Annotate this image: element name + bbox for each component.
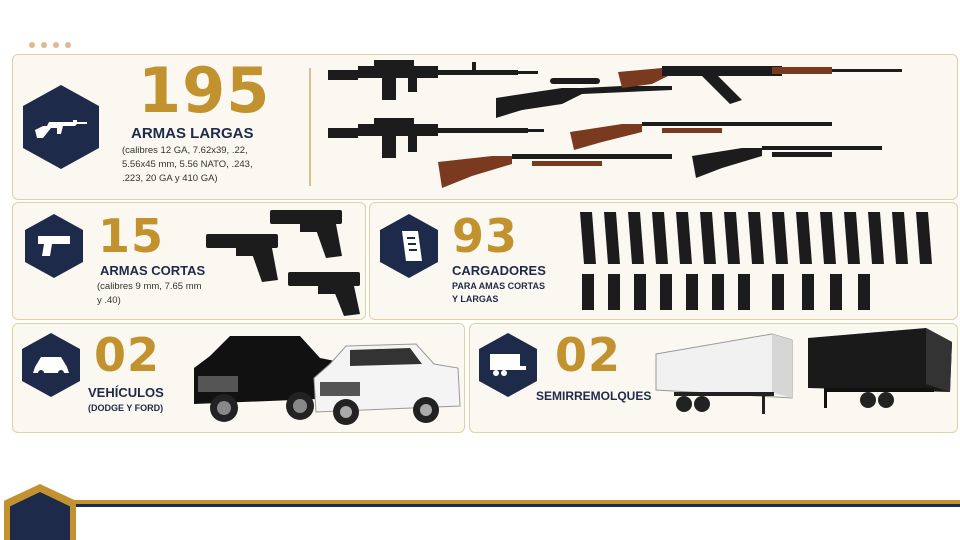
vehicles-title: VEHÍCULOS — [88, 385, 164, 400]
vehicles-detail: (DODGE Y FORD) — [88, 403, 164, 413]
vehicles-image — [190, 328, 462, 428]
vehicles-count: 02 — [94, 328, 161, 382]
long-guns-count: 195 — [138, 54, 271, 127]
handguns-image — [204, 206, 364, 318]
magazines-detail: PARA AMAS CORTAS Y LARGAS — [452, 281, 545, 304]
decorative-dots — [28, 40, 88, 50]
magazines-title: CARGADORES — [452, 263, 546, 278]
footer-navy-line — [70, 504, 960, 507]
trailers-title: SEMIRREMOLQUES — [536, 389, 652, 403]
long-guns-title: ARMAS LARGAS — [131, 125, 254, 142]
magazine-icon — [394, 229, 424, 263]
trailers-count: 02 — [555, 328, 622, 382]
long-guns-image — [322, 58, 922, 196]
pistol-icon — [34, 232, 74, 260]
long-guns-detail: (calibres 12 GA, 7.62x39, .22, 5.56x45 mm, 5.56 NATO, .243, .223, 20 GA y 410 GA) — [122, 145, 253, 184]
rifle-icon — [33, 112, 89, 142]
handguns-detail: (calibres 9 mm, 7.65 mm y .40) — [97, 281, 202, 306]
handguns-count: 15 — [98, 209, 165, 263]
trailer-icon — [488, 352, 528, 378]
handguns-title: ARMAS CORTAS — [100, 263, 206, 278]
divider — [309, 68, 311, 186]
magazines-image — [576, 208, 948, 314]
magazines-count: 93 — [452, 209, 519, 263]
car-icon — [31, 353, 71, 377]
trailers-image — [654, 326, 954, 426]
